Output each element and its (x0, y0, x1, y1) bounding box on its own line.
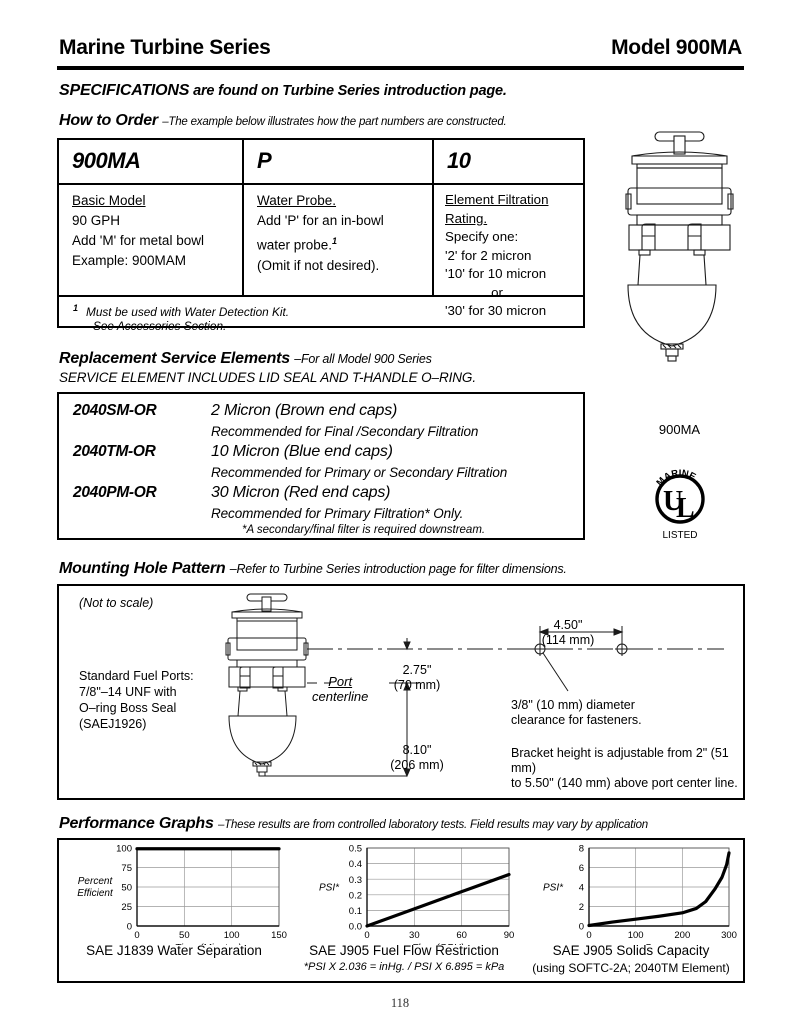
product-illustration (612, 130, 747, 420)
dimension-2-75 (382, 663, 452, 693)
chart-2-note: (using SOFTC-2A; 2040TM Element) (532, 961, 730, 975)
page-title: Marine Turbine Series (59, 36, 271, 59)
svg-text:0.5: 0.5 (348, 843, 362, 855)
svg-text:90: 90 (503, 930, 515, 941)
clearance-line-2: clearance for fasteners. (511, 713, 642, 727)
order-desc-cell-1 (59, 185, 242, 295)
chart-water-separation-svg (59, 840, 289, 945)
how-to-order-table (57, 138, 585, 333)
svg-text:0: 0 (126, 921, 132, 933)
table-row (59, 482, 583, 523)
svg-text:2: 2 (578, 902, 584, 914)
svg-text:0.1: 0.1 (348, 906, 362, 917)
not-to-scale-label: (Not to scale) (79, 596, 154, 610)
bracket-height-note (511, 746, 743, 791)
specifications-lead: SPECIFICATIONS (59, 82, 190, 99)
fastener-clearance-note (511, 698, 642, 728)
bracket-line-1: Bracket height is adjustable from 2" (51 mm) (511, 746, 729, 775)
svg-text:50: 50 (179, 930, 190, 941)
mounting-pattern-heading (59, 560, 567, 578)
footnote-line-1: Must be used with Water Detection Kit. (86, 304, 290, 319)
fuel-ports-line-2: 7/8"–14 UNF with (79, 685, 177, 699)
order-code-row (59, 140, 583, 185)
dimension-8-10-inches: 8.10" (402, 743, 432, 757)
performance-graphs-panel (57, 838, 745, 983)
page-number: 118 (390, 996, 410, 1010)
svg-text:6: 6 (578, 863, 584, 875)
replacement-elements-subtitle2: SERVICE ELEMENT INCLUDES LID SEAL AND T-HANDLE O–RING. (59, 370, 476, 385)
order-code-cell-3 (432, 140, 583, 183)
replacement-elements-note: *A secondary/final filter is required downstream. (242, 524, 486, 536)
svg-text:100: 100 (116, 843, 132, 855)
svg-text:0: 0 (586, 930, 592, 941)
chart-0-title: SAE J1839 Water Separation (86, 943, 262, 958)
mounting-pattern-subtitle: –Refer to Turbine Series introduction page for filter dimensions. (229, 562, 567, 576)
how-to-order-title: How to Order (59, 112, 158, 129)
filtration-line-3: '10' for 10 micron (445, 266, 547, 281)
svg-text:60: 60 (456, 930, 467, 941)
svg-text:75: 75 (121, 863, 132, 875)
replacement-elements-subtitle: –For all Model 900 Series (294, 352, 432, 366)
filtration-line-or: or (491, 284, 503, 300)
order-code-cell-1 (59, 140, 242, 183)
svg-text:0.0: 0.0 (348, 921, 362, 933)
svg-text:PSI*: PSI* (318, 882, 340, 894)
svg-text:0.3: 0.3 (348, 874, 362, 886)
port-centerline-label (312, 674, 368, 704)
filtration-title-line1: Element Filtration (445, 192, 549, 207)
fuel-ports-line-1: Standard Fuel Ports: (79, 669, 194, 683)
replacement-elements-title: Replacement Service Elements (59, 350, 290, 367)
svg-text:4: 4 (578, 882, 584, 894)
replacement-elements-table (57, 392, 585, 540)
bracket-line-2: to 5.50" (140 mm) above port center line. (511, 776, 738, 790)
dimension-2-75-inches: 2.75" (402, 663, 432, 677)
order-desc-cell-2 (242, 185, 432, 295)
dimension-8-10 (382, 743, 452, 773)
part-number-2040sm: 2040SM-OR (73, 402, 157, 419)
specifications-note (59, 82, 507, 100)
port-centerline-line2: centerline (312, 689, 369, 704)
water-probe-line-2-text: water probe. (257, 237, 333, 253)
svg-text:30: 30 (409, 930, 420, 941)
svg-text:8: 8 (578, 843, 584, 855)
element-desc-2040sm: 2 Micron (Brown end caps) (211, 402, 398, 419)
product-label: 900MA (658, 422, 701, 437)
chart-1-note: *PSI X 2.036 = inHg. / PSI X 6.895 = kPa (303, 961, 505, 973)
element-desc-2040tm: 10 Micron (Blue end caps) (211, 443, 393, 460)
filter-drawing-svg (612, 130, 747, 420)
svg-text:U: U (663, 486, 684, 517)
svg-text:25: 25 (121, 902, 132, 914)
water-probe-line-3: (Omit if not desired). (257, 257, 380, 273)
filtration-title-line2: Rating. (445, 210, 488, 226)
filtration-line-2: '2' for 2 micron (445, 247, 532, 263)
order-code-basic-model: 900MA (72, 148, 141, 173)
chart-1-title: SAE J905 Fuel Flow Restriction (309, 943, 499, 958)
chart-water-separation (59, 840, 289, 981)
svg-text:50: 50 (121, 882, 132, 894)
element-desc-2040pm: 30 Micron (Red end caps) (211, 484, 391, 501)
dimension-2-75-mm: (70 mm) (393, 678, 441, 692)
chart-solids-capacity (519, 840, 743, 981)
svg-text:0: 0 (134, 930, 140, 941)
mounting-pattern-title: Mounting Hole Pattern (59, 560, 226, 577)
svg-text:200: 200 (674, 930, 691, 941)
water-probe-title: Water Probe. (257, 193, 337, 208)
svg-text:MARINE: MARINE (654, 467, 698, 489)
chart-fuel-flow-svg (289, 840, 519, 945)
model-title: Model 900MA (611, 36, 742, 59)
svg-text:PSI*: PSI* (542, 882, 564, 894)
table-row (59, 441, 583, 482)
svg-text:Efficient: Efficient (77, 888, 113, 899)
svg-text:100: 100 (627, 930, 644, 941)
dimension-4-50-mm: (114 mm) (541, 633, 595, 647)
footnote-marker: 1 (73, 303, 79, 313)
order-footnote-row (59, 297, 583, 333)
basic-model-line-2: Add 'M' for metal bowl (72, 233, 204, 248)
svg-text:L: L (676, 493, 695, 524)
filtration-line-5: '30' for 30 micron (445, 303, 547, 318)
svg-text:150: 150 (271, 930, 287, 941)
table-row (59, 400, 583, 441)
replacement-elements-heading (59, 350, 432, 368)
svg-text:0.4: 0.4 (348, 859, 362, 871)
port-centerline-line1: Port (328, 674, 353, 689)
how-to-order-heading (59, 112, 507, 130)
ul-logo-svg (645, 466, 715, 546)
svg-text:0: 0 (364, 930, 370, 941)
element-rec-2040pm: Recommended for Primary Filtration* Only. (211, 506, 464, 521)
part-number-2040pm: 2040PM-OR (73, 484, 157, 501)
svg-text:0.2: 0.2 (348, 890, 362, 902)
order-code-cell-2 (242, 140, 432, 183)
element-rec-2040sm: Recommended for Final /Secondary Filtration (211, 424, 479, 439)
element-rec-2040tm: Recommended for Primary or Secondary Filtration (211, 465, 508, 480)
svg-text:Percent: Percent (77, 876, 113, 887)
svg-text:LISTED: LISTED (662, 530, 698, 541)
chart-solids-capacity-svg (519, 840, 743, 945)
chart-fuel-flow-restriction (289, 840, 519, 981)
basic-model-title: Basic Model (72, 193, 146, 208)
basic-model-line-3: Example: 900MAM (72, 253, 187, 268)
ul-marine-listed-icon (645, 466, 715, 546)
dimension-8-10-mm: (206 mm) (390, 758, 444, 772)
mounting-pattern-diagram (57, 584, 745, 800)
svg-text:0: 0 (578, 921, 584, 933)
filtration-line-1: Specify one: (445, 229, 519, 244)
performance-graphs-title: Performance Graphs (59, 815, 214, 832)
how-to-order-subtitle: –The example below illustrates how the part numbers are constructed. (162, 116, 507, 128)
page-header (57, 36, 744, 70)
part-number-2040tm: 2040TM-OR (73, 443, 156, 460)
water-probe-line-1: Add 'P' for an in-bowl (257, 213, 384, 228)
footnote-marker-inline: 1 (332, 236, 338, 246)
performance-graphs-heading (59, 815, 648, 833)
order-code-filtration: 10 (447, 148, 471, 173)
footnote-line-2: See Accessories Section. (93, 318, 227, 333)
order-code-water-probe: P (257, 148, 272, 173)
dimension-4-50-inches: 4.50" (553, 618, 583, 632)
svg-text:300: 300 (721, 930, 737, 941)
svg-text:100: 100 (223, 930, 240, 941)
performance-graphs-subtitle: –These results are from controlled laboratory tests. Field results may vary by application (217, 819, 648, 831)
specifications-rest: are found on Turbine Series introduction page. (189, 83, 507, 99)
fuel-ports-line-3: O–ring Boss Seal (79, 701, 177, 715)
order-desc-cell-3 (432, 185, 583, 318)
water-probe-line-2 (257, 231, 426, 256)
fuel-ports-line-4: (SAEJ1926) (79, 717, 147, 731)
dimension-4-50 (523, 618, 613, 648)
clearance-line-1: 3/8" (10 mm) diameter (511, 698, 635, 712)
basic-model-line-1: 90 GPH (72, 213, 121, 228)
chart-2-title: SAE J905 Solids Capacity (552, 943, 710, 958)
